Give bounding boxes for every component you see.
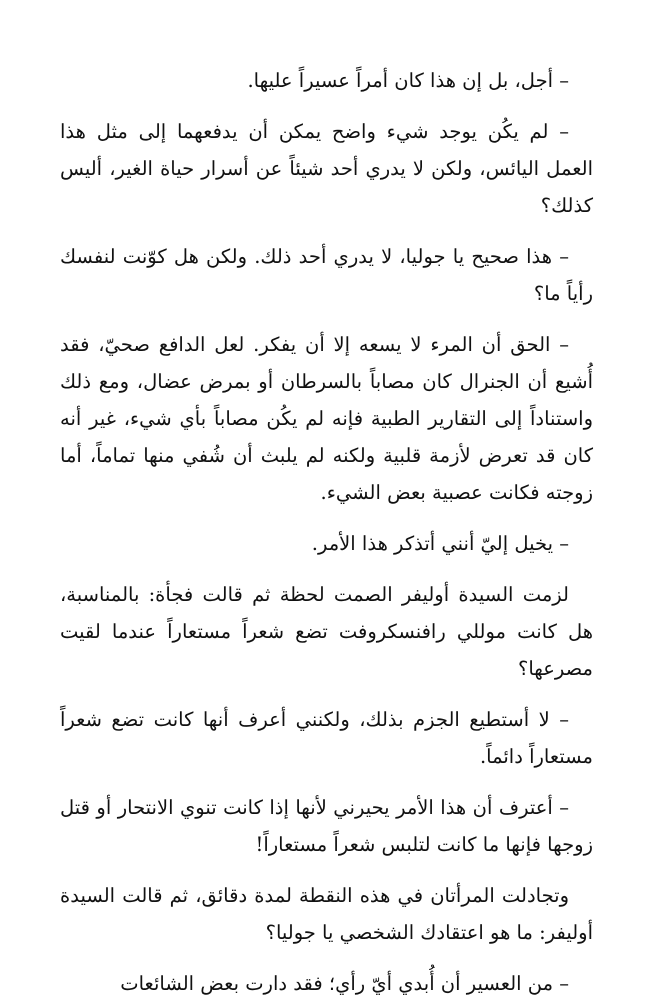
dialogue-paragraph: – أجل، بل إن هذا كان أمراً عسيراً عليها. (247, 69, 569, 92)
dialogue-paragraph: – لم يكُن يوجد شيء واضح يمكن أن يدفعهما إلى مثل هذا العمل اليائس، ولكن لا يدري أحد شيئاً عن أسرار حياة الغير، أليس كذلك؟ (60, 120, 593, 217)
dialogue-paragraph: – الحق أن المرء لا يسعه إلا أن يفكر. لعل الدافع صحيّ، فقد أُشيع أن الجنرال كان مصاباً بالسرطان أو بمرض عضال، ومع ذلك واستناداً إلى التقارير الطبية فإنه لم يكُن مصاباً بأي شيء، غير أنه كان قد تعرض لأزمة قلبية ولكنه لم يلبث أن شُفي منها تماماً، أما زوجته فكانت عصبية بعض الشيء. (60, 333, 593, 504)
dialogue-paragraph: – لا أستطيع الجزم بذلك، ولكنني أعرف أنها كانت تضع شعراً مستعاراً دائماً. (60, 708, 593, 768)
dialogue-paragraph: – أعترف أن هذا الأمر يحيرني لأنها إذا كانت تنوي الانتحار أو قتل زوجها فإنها ما كانت لتلبس شعراً مستعاراً! (60, 796, 593, 856)
dialogue-paragraph: – يخيل إليّ أنني أتذكر هذا الأمر. (311, 532, 569, 555)
narration-paragraph: لزمت السيدة أوليفر الصمت لحظة ثم قالت فجأة: بالمناسبة، هل كانت موللي رافنسكروفت تضع شعراً مستعاراً عندما لقيت مصرعها؟ (60, 583, 593, 680)
narration-paragraph: وتجادلت المرأتان في هذه النقطة لمدة دقائق، ثم قالت السيدة أوليفر: ما هو اعتقادك الشخصي يا جوليا؟ (60, 884, 593, 944)
dialogue-paragraph: – هذا صحيح يا جوليا، لا يدري أحد ذلك. ولكن هل كوّنت لنفسك رأياً ما؟ (60, 245, 593, 305)
dialogue-paragraph: – من العسير أن أُبدي أيّ رأي؛ فقد دارت بعض الشائعات (120, 972, 569, 995)
